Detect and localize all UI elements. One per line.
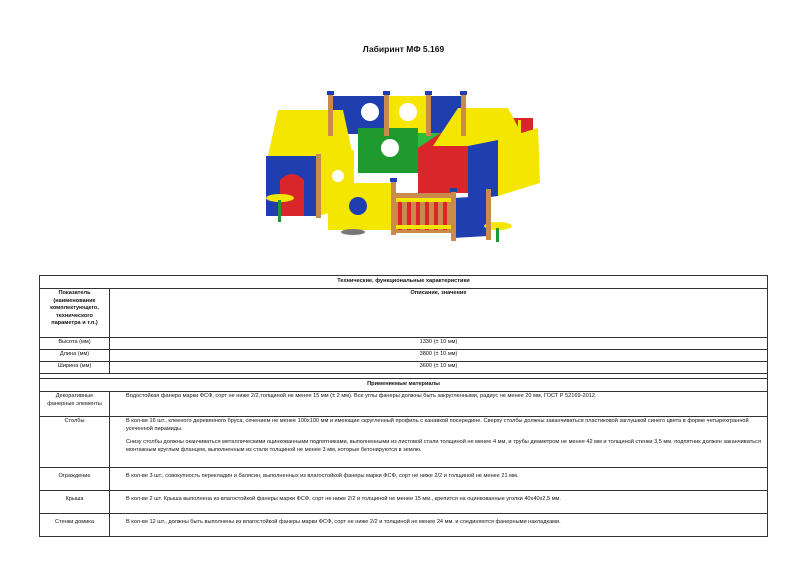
dimension-value: 1330 (± 10 мм) (110, 338, 768, 350)
specs-table (39, 275, 768, 537)
dimension-row-length (40, 350, 768, 362)
section-row-materials (40, 379, 768, 392)
material-text: Снизу столбы должны оканчиваться металлическими оцинкованными подпятниками, выполненными из листовой стали толщиной не менее 4 мм, и трубы диаметром не менее 42 мм и толщиной стенки 3,5 мм. подпятник должен заканчиваться монтажным круглым фланцем, выполненным из стали толщиной не менее 3 мм, которые бетонируются в землю. (126, 439, 762, 453)
material-row-house-walls (40, 514, 768, 537)
dimension-name: Длина (мм) (40, 350, 110, 362)
material-description (110, 417, 768, 468)
material-name: Крыша (40, 491, 110, 514)
section-title-materials: Применяемые материалы (40, 379, 768, 392)
material-name: Ограждение (40, 468, 110, 491)
material-text: Водостойкая фанера марки ФСФ, сорт не ниже 2/2,толщиной не менее 15 мм (± 2 мм). Все углы фанеры должны быть закругленными, радиус не менее 20 мм, ГОСТ Р 52169-2012. (126, 393, 597, 399)
material-row-decorative (40, 392, 768, 417)
dimension-name: Ширина (мм) (40, 362, 110, 374)
material-text: В кол-ве 3 шт., совокупность перекладин и балясин, выполненных из влагостойкой фанеры марки ФСФ, сорт не ниже 2/2 и толщиной не менее 21 мм. (126, 473, 519, 479)
material-description (110, 468, 768, 491)
material-description (110, 392, 768, 417)
material-row-posts (40, 417, 768, 468)
column-header-description: Описание, значение (110, 289, 768, 338)
playground-maze-illustration (258, 88, 558, 248)
column-header-parameter: Показатель (наименование комплектующего, технического параметра и т.п.) (40, 289, 110, 338)
material-text: В кол-ве 2 шт. Крыша выполнена из влагостойкой фанеры марки ФСФ, сорт не ниже 2/2 и толщиной не менее 15 мм., крепится на оцинкованные уголки 40х40х2,5 мм. (126, 496, 561, 502)
dimension-value: 3800 (± 10 мм) (110, 350, 768, 362)
dimension-row-width (40, 362, 768, 374)
dimension-name: Высота (мм) (40, 338, 110, 350)
dimension-value: 3600 (± 10 мм) (110, 362, 768, 374)
material-row-roof (40, 491, 768, 514)
material-name: Столбы (40, 417, 110, 468)
section-row-characteristics (40, 276, 768, 289)
material-text: В кол-ве 16 шт., клееного деревянного бруса, сечением не менее 100х100 мм и имеющие скругленный профиль с канавкой посередине. Сверху столбы должны заканчиваться пластиковой заглушкой синего цвета в форме четырехгранной усеченной пирамиды. (126, 418, 749, 432)
header-row (40, 289, 768, 338)
page-title: Лабиринт МФ 5.169 (362, 44, 445, 54)
material-name: Декоративные фанерные элементы (40, 392, 110, 417)
material-text: В кол-ве 12 шт., должны быть выполнены из влагостойкой фанеры марки ФСФ, сорт не ниже 2/2 и толщиной не менее 24 мм. и соединяются фанерными накладками. (126, 519, 561, 525)
dimension-row-height (40, 338, 768, 350)
section-title-characteristics: Технические, функциональные характеристики (40, 276, 768, 289)
material-description (110, 491, 768, 514)
material-row-fence (40, 468, 768, 491)
material-description (110, 514, 768, 537)
material-name: Стенки домика (40, 514, 110, 537)
